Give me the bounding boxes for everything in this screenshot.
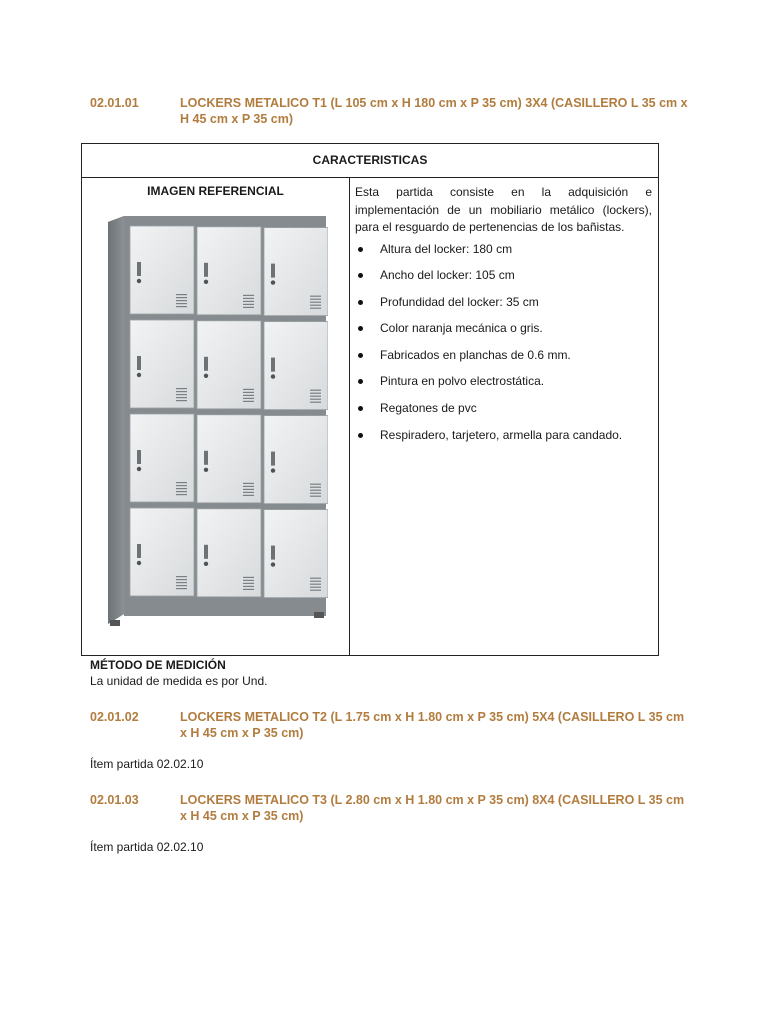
lock-icon (137, 544, 141, 558)
vent-slot (310, 587, 321, 588)
characteristics-list (355, 241, 652, 454)
vent-slot (176, 491, 187, 492)
vent-slot (310, 584, 321, 585)
vent-slot (176, 485, 187, 486)
vent-slot (310, 296, 321, 297)
lock-icon (137, 356, 141, 370)
characteristics-cell (350, 177, 658, 655)
vent-slot (176, 391, 187, 392)
vent-slot (243, 307, 254, 308)
vent-slot (243, 495, 254, 496)
vent-slot (176, 494, 187, 495)
bullet-icon (358, 379, 363, 384)
locker-image (104, 216, 328, 628)
vent-slot (243, 298, 254, 299)
vent-slot (176, 400, 187, 401)
vent-slot (310, 305, 321, 306)
characteristic-item (355, 400, 652, 427)
vent-slot (243, 304, 254, 305)
vent-slot (243, 389, 254, 390)
vent-slot (310, 484, 321, 485)
vent-slot (243, 401, 254, 402)
item-code: 02.01.01 (90, 96, 139, 110)
lock-icon (204, 357, 208, 371)
bullet-icon (358, 433, 363, 438)
bullet-icon (358, 273, 363, 278)
characteristic-text: Altura del locker: 180 cm (380, 241, 513, 256)
bullet-icon (358, 406, 363, 411)
item-code: 02.01.03 (90, 793, 139, 807)
vent-slot (243, 583, 254, 584)
vent-slot (243, 589, 254, 590)
lock-knob-icon (204, 280, 208, 284)
lock-icon (204, 545, 208, 559)
characteristic-text: Pintura en polvo electrostática. (380, 374, 545, 389)
vent-slot (176, 576, 187, 577)
vent-slot (310, 487, 321, 488)
method-title: MÉTODO DE MEDICIÓN (90, 658, 226, 672)
vent-slot (310, 578, 321, 579)
lock-knob-icon (271, 562, 275, 566)
vent-slot (243, 395, 254, 396)
vent-slot (310, 308, 321, 309)
lock-knob-icon (137, 279, 141, 283)
vent-slot (176, 394, 187, 395)
vent-slot (310, 390, 321, 391)
vent-slot (176, 303, 187, 304)
vent-slot (310, 299, 321, 300)
vent-slot (310, 402, 321, 403)
spec-table-header: CARACTERISTICAS (82, 144, 658, 178)
vent-slot (243, 577, 254, 578)
characteristic-item (355, 427, 652, 454)
characteristic-item (355, 320, 652, 347)
item-note: Ítem partida 02.02.10 (90, 757, 204, 771)
vent-slot (176, 582, 187, 583)
lock-knob-icon (204, 562, 208, 566)
vent-slot (176, 300, 187, 301)
lock-icon (137, 262, 141, 276)
item-title: LOCKERS METALICO T3 (L 2.80 cm x H 1.80 cm x P 35 cm) 8X4 (CASILLERO L 35 cm x H 45 cm x P 35 cm) (180, 793, 685, 823)
lock-icon (271, 452, 275, 466)
reference-image-label: IMAGEN REFERENCIAL (147, 184, 284, 198)
lock-icon (204, 263, 208, 277)
lock-knob-icon (137, 467, 141, 471)
spec-table (81, 143, 659, 656)
lock-icon (271, 264, 275, 278)
vent-slot (176, 297, 187, 298)
lock-knob-icon (271, 280, 275, 284)
item-title: LOCKERS METALICO T2 (L 1.75 cm x H 1.80 cm x P 35 cm) 5X4 (CASILLERO L 35 cm x H 45 cm x P 35 cm) (180, 710, 685, 740)
lock-knob-icon (204, 374, 208, 378)
characteristic-text: Color naranja mecánica o gris. (380, 321, 543, 336)
item-title: LOCKERS METALICO T1 (L 105 cm x H 180 cm x P 35 cm) 3X4 (CASILLERO L 35 cm x H 45 cm x P 35 cm) (180, 96, 688, 126)
vent-slot (310, 581, 321, 582)
characteristic-item (355, 241, 652, 268)
vent-slot (310, 393, 321, 394)
characteristic-text: Profundidad del locker: 35 cm (380, 294, 539, 309)
vent-slot (310, 302, 321, 303)
bullet-icon (358, 247, 363, 252)
vent-slot (310, 396, 321, 397)
vent-slot (176, 306, 187, 307)
vent-slot (310, 496, 321, 497)
lock-icon (137, 450, 141, 464)
vent-slot (243, 580, 254, 581)
characteristic-text: Ancho del locker: 105 cm (380, 268, 515, 283)
vent-slot (310, 399, 321, 400)
lock-icon (204, 451, 208, 465)
item-code: 02.01.02 (90, 710, 139, 724)
vent-slot (243, 483, 254, 484)
vent-slot (176, 482, 187, 483)
vent-slot (243, 301, 254, 302)
characteristic-item (355, 294, 652, 321)
bullet-icon (358, 353, 363, 358)
lock-knob-icon (271, 468, 275, 472)
vent-slot (243, 295, 254, 296)
lock-knob-icon (204, 468, 208, 472)
vent-slot (176, 388, 187, 389)
vent-slot (243, 486, 254, 487)
vent-slot (176, 294, 187, 295)
bullet-icon (358, 300, 363, 305)
vent-slot (176, 397, 187, 398)
vent-slot (310, 590, 321, 591)
vent-slot (243, 392, 254, 393)
vent-slot (243, 492, 254, 493)
method-text: La unidad de medida es por Und. (90, 674, 268, 688)
characteristic-text: Fabricados en planchas de 0.6 mm. (380, 347, 571, 362)
description-text: Esta partida consiste en la adquisición e implementación de un mobiliario metálico (lockers), para el resguardo de pertenencias de los bañistas. (355, 185, 652, 234)
lock-knob-icon (137, 373, 141, 377)
vent-slot (176, 588, 187, 589)
vent-slot (310, 490, 321, 491)
characteristic-item (355, 347, 652, 374)
characteristic-text: Regatones de pvc (380, 401, 477, 416)
bullet-icon (358, 326, 363, 331)
lock-icon (271, 358, 275, 372)
lock-icon (271, 546, 275, 560)
vent-slot (176, 488, 187, 489)
characteristic-item (355, 373, 652, 400)
vent-slot (310, 493, 321, 494)
vent-slot (176, 579, 187, 580)
vent-slot (243, 586, 254, 587)
item-note: Ítem partida 02.02.10 (90, 840, 204, 854)
vent-slot (243, 489, 254, 490)
characteristic-text: Respiradero, tarjetero, armella para candado. (380, 427, 623, 442)
lock-knob-icon (271, 374, 275, 378)
characteristic-item (355, 267, 652, 294)
lock-knob-icon (137, 561, 141, 565)
reference-image-cell (82, 177, 350, 655)
vent-slot (243, 398, 254, 399)
vent-slot (176, 585, 187, 586)
